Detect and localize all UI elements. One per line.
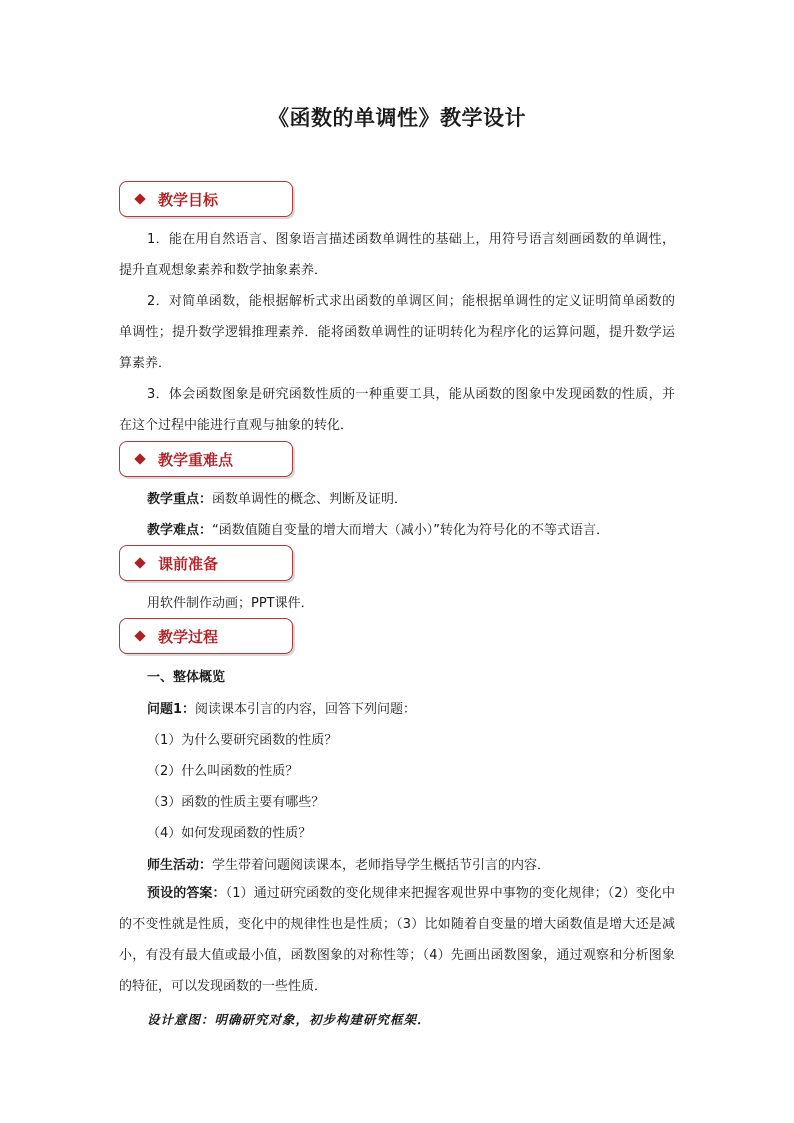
design-intent-text: 明确研究对象，初步构建研究框架． (214, 1012, 431, 1027)
teaching-difficulty (147, 519, 609, 538)
design-intent (147, 1010, 431, 1028)
sub-question-1: （1）为什么要研究函数的性质？ (147, 733, 338, 748)
sub-question-3: （3）函数的性质主要有哪些？ (147, 795, 325, 810)
diamond-bullet-icon (134, 193, 145, 204)
preparation-text: 用软件制作动画；PPT课件． (147, 596, 314, 611)
activity-text: 学生带着问题阅读课本，老师指导学生概括节引言的内容． (212, 858, 551, 873)
teacher-student-activity (147, 854, 550, 873)
activity-label: 师生活动： (147, 858, 213, 873)
diamond-bullet-icon (134, 557, 145, 568)
goal-item-1: 1．能在用自然语言、图象语言描述函数单调性的基础上，用符号语言刻画函数的单调性，提升直观想象素养和数学抽象素养． (119, 232, 675, 278)
sub-question-2: （2）什么叫函数的性质？ (147, 764, 299, 779)
section-label-key-points: 教学重难点 (158, 450, 234, 469)
section-header-key-points (119, 441, 293, 477)
teaching-focus-label: 教学重点： (147, 492, 213, 507)
section-header-goals (119, 181, 293, 217)
teaching-focus (147, 488, 407, 507)
preset-answer-label: 预设的答案： (147, 886, 226, 901)
sub-question-4: （4）如何发现函数的性质？ (147, 826, 312, 841)
question-1 (147, 698, 416, 717)
goal-item-3: 3．体会函数图象是研究函数性质的一种重要工具，能从函数的图象中发现函数的性质，并在这个过程中能进行直观与抽象的转化． (119, 387, 675, 433)
section-header-preparation (119, 545, 293, 581)
section-label-process: 教学过程 (158, 627, 219, 646)
document-title: 《函数的单调性》教学设计 (268, 106, 526, 130)
preset-answer (119, 878, 675, 1002)
section-label-goals: 教学目标 (158, 190, 219, 209)
teaching-difficulty-label: 教学难点： (147, 523, 213, 538)
section-label-preparation: 课前准备 (158, 554, 219, 573)
process-subheading: 一、整体概览 (147, 670, 226, 685)
preset-answer-text: （1）通过研究函数的变化规律来把握客观世界中事物的变化规律；（2）变化中的不变性就是性质，变化中的规律性也是性质；（3）比如随着自变量的增大函数值是增大还是减小，有没有最大值或最小值，函数图象的对称性等；（4）先画出函数图象，通过观察和分析图象的特征，可以发现函数的一些性质． (119, 886, 675, 994)
teaching-focus-text: 函数单调性的概念、判断及证明． (212, 492, 408, 507)
question-1-text: 阅读课本引言的内容，回答下列问题： (195, 702, 417, 717)
section-header-process (119, 618, 293, 654)
design-intent-label: 设计意图： (147, 1012, 215, 1027)
question-1-label: 问题1： (147, 702, 196, 717)
goal-item-2: 2．对简单函数，能根据解析式求出函数的单调区间；能根据单调性的定义证明简单函数的单调性；提升数学逻辑推理素养．能将函数单调性的证明转化为程序化的运算问题，提升数学运算素养． (119, 294, 675, 371)
diamond-bullet-icon (134, 630, 145, 641)
diamond-bullet-icon (134, 453, 145, 464)
teaching-difficulty-text: “函数值随自变量的增大而增大（减小）”转化为符号化的不等式语言． (212, 523, 609, 538)
